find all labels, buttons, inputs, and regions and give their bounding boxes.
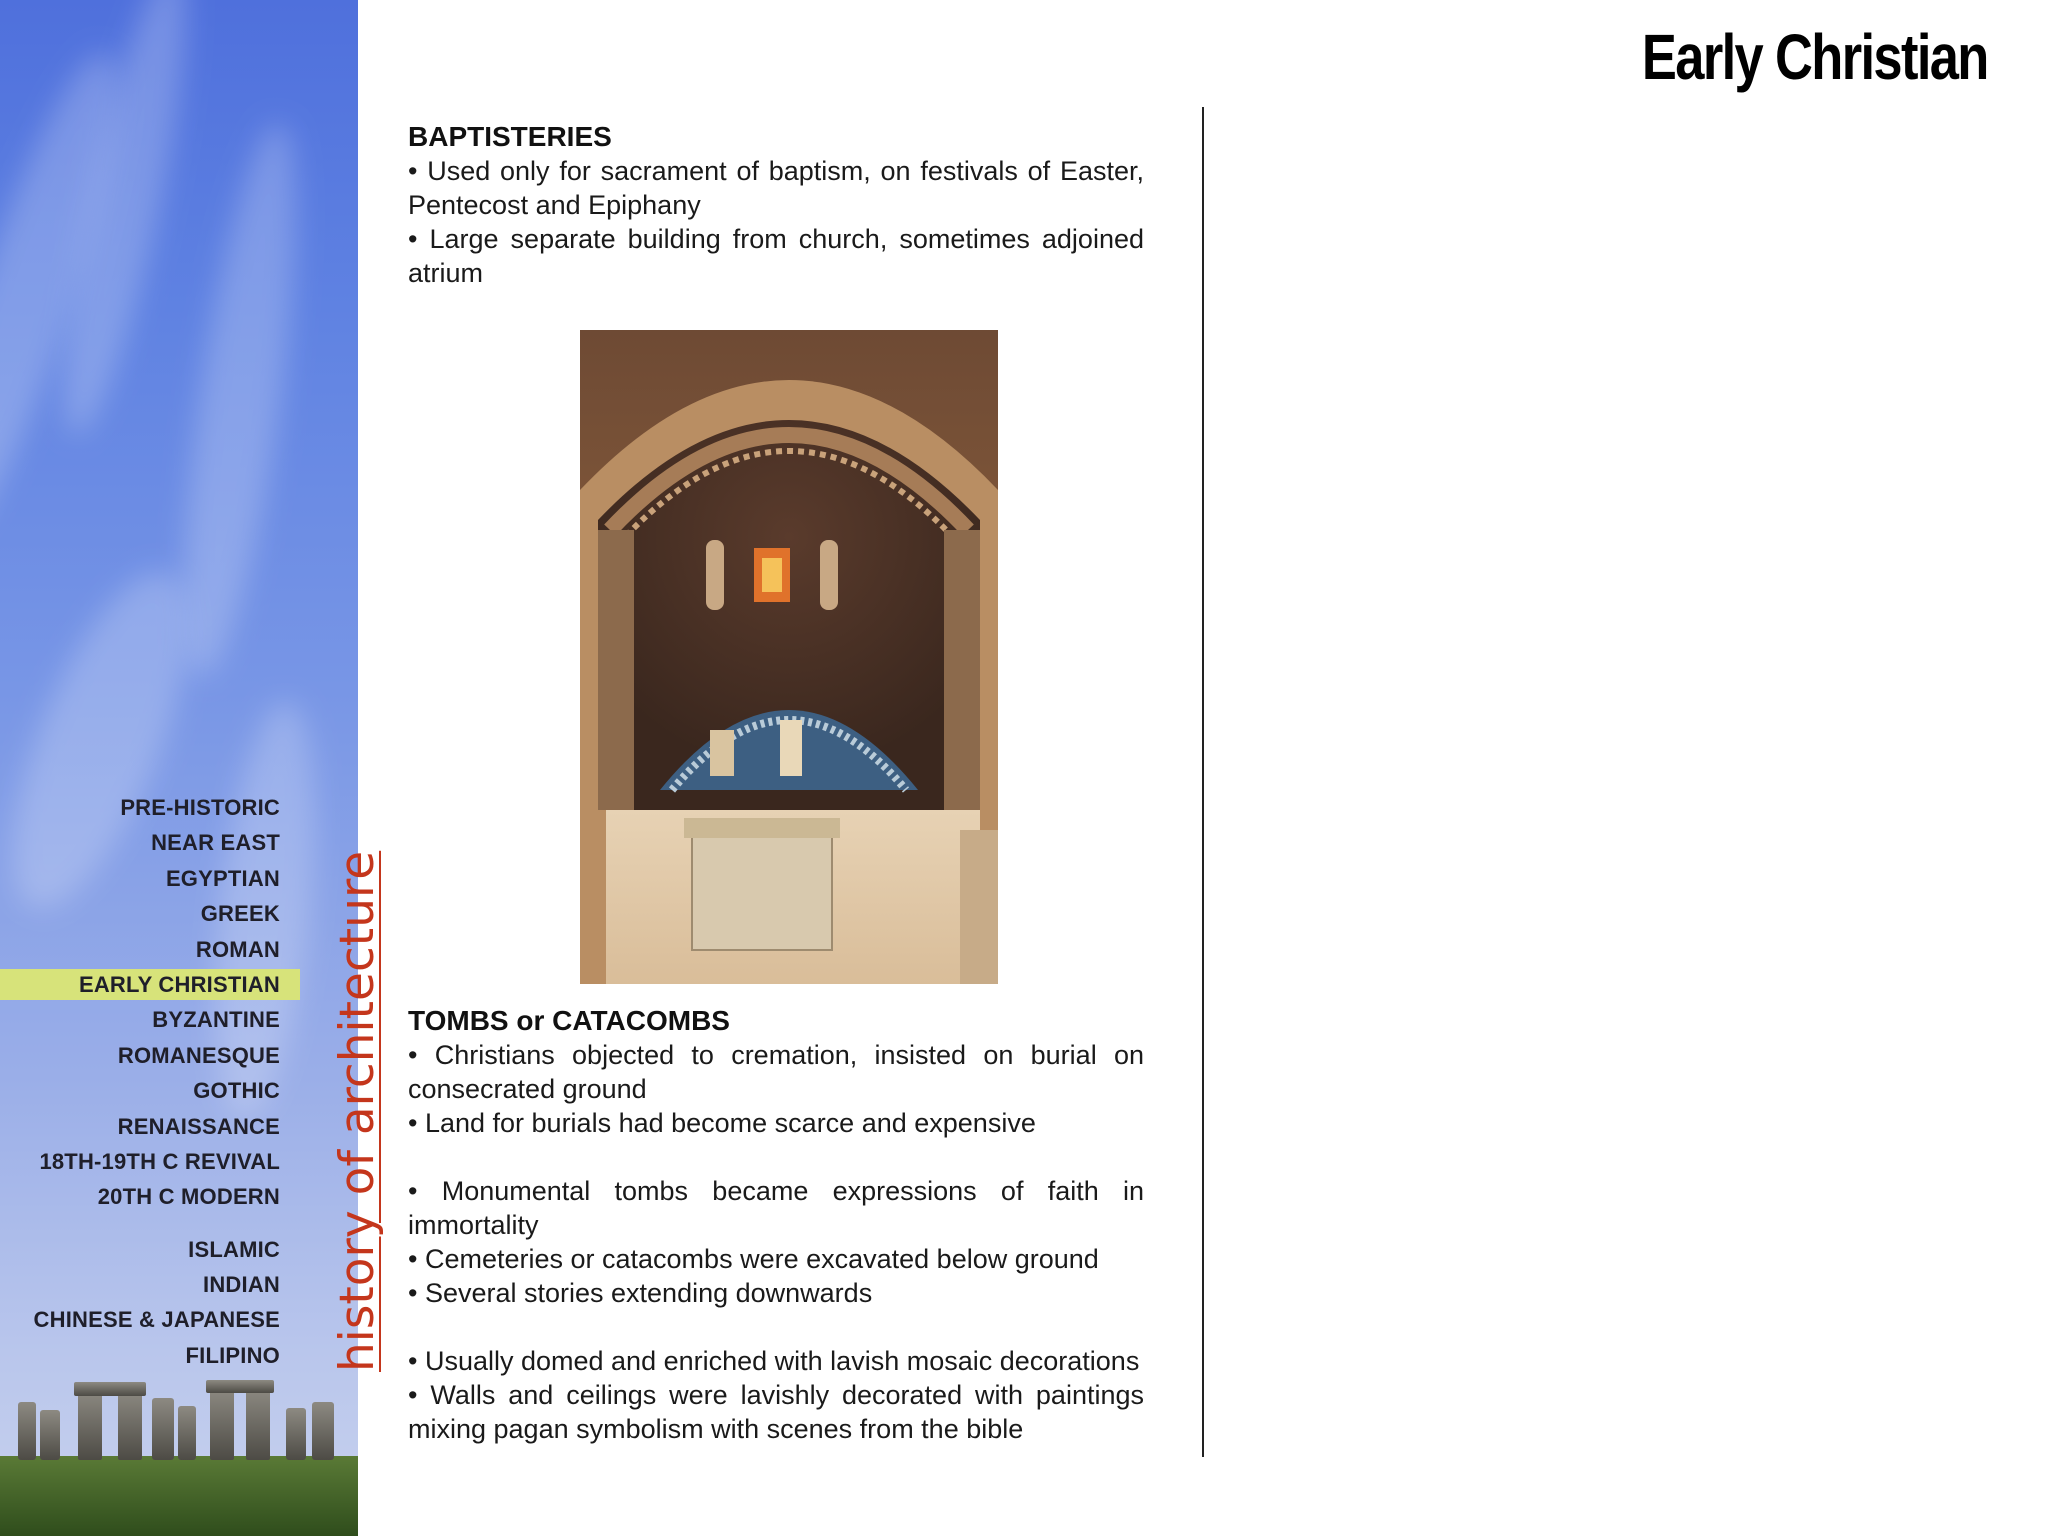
sidebar xyxy=(0,0,385,1536)
nav-item-gothic[interactable]: GOTHIC xyxy=(193,1078,280,1104)
nav-item-pre-historic[interactable]: PRE-HISTORIC xyxy=(120,795,280,820)
tombs-heading: TOMBS or CATACOMBS xyxy=(408,1005,730,1036)
section-nav xyxy=(0,790,280,1373)
nav-item-indian[interactable]: INDIAN xyxy=(203,1272,280,1298)
bullet-text: • Monumental tombs became expressions of faith in immortality xyxy=(408,1176,1144,1240)
vertical-divider xyxy=(1202,107,1204,1457)
nav-item-chinese-japanese[interactable]: CHINESE & JAPANESE xyxy=(33,1307,280,1333)
bullet-text: • Land for burials had become scarce and expensive xyxy=(408,1108,1036,1138)
nav-item-20th-c-modern[interactable]: 20TH C MODERN xyxy=(97,1184,280,1210)
nav-item-renaissance[interactable]: RENAISSANCE xyxy=(117,1113,280,1139)
bullet-text: • Walls and ceilings were lavishly decorated with paintings mixing pagan symbolism with scenes from the bible xyxy=(408,1380,1144,1444)
vertical-site-title: history of architecture xyxy=(330,850,385,1372)
stonehenge-image xyxy=(0,1380,358,1536)
nav-item-romanesque[interactable]: ROMANESQUE xyxy=(117,1042,280,1068)
bullet-text: • Large separate building from church, sometimes adjoined atrium xyxy=(408,224,1144,288)
bullet-text: • Christians objected to cremation, insisted on burial on consecrated ground xyxy=(408,1040,1144,1104)
baptisteries-heading: BAPTISTERIES xyxy=(408,121,612,152)
bullet-text: • Cemeteries or catacombs were excavated below ground xyxy=(408,1244,1099,1274)
nav-item-islamic[interactable]: ISLAMIC xyxy=(188,1236,280,1262)
nav-item-byzantine[interactable]: BYZANTINE xyxy=(152,1007,280,1033)
nav-item-early-christian[interactable]: EARLY CHRISTIAN xyxy=(0,967,280,1002)
nav-item-filipino[interactable]: FILIPINO xyxy=(185,1342,280,1368)
bullet-text: • Usually domed and enriched with lavish mosaic decorations xyxy=(408,1346,1140,1376)
nav-item-roman[interactable]: ROMAN xyxy=(195,936,280,962)
mausoleum-interior-photo xyxy=(580,330,998,984)
baptisteries-section xyxy=(408,120,1144,290)
nav-item-near-east[interactable]: NEAR EAST xyxy=(151,830,280,856)
nav-item-egyptian[interactable]: EGYPTIAN xyxy=(165,865,280,891)
nav-item-greek[interactable]: GREEK xyxy=(200,901,280,927)
nav-item-18th-19th-c-revival[interactable]: 18TH-19TH C REVIVAL xyxy=(39,1148,280,1174)
bullet-text: • Several stories extending downwards xyxy=(408,1278,873,1308)
page-title: Early Christian xyxy=(1642,21,1988,93)
tombs-section xyxy=(408,1004,1144,1446)
bullet-text: • Used only for sacrament of baptism, on festivals of Easter, Pentecost and Epiphany xyxy=(408,156,1144,220)
